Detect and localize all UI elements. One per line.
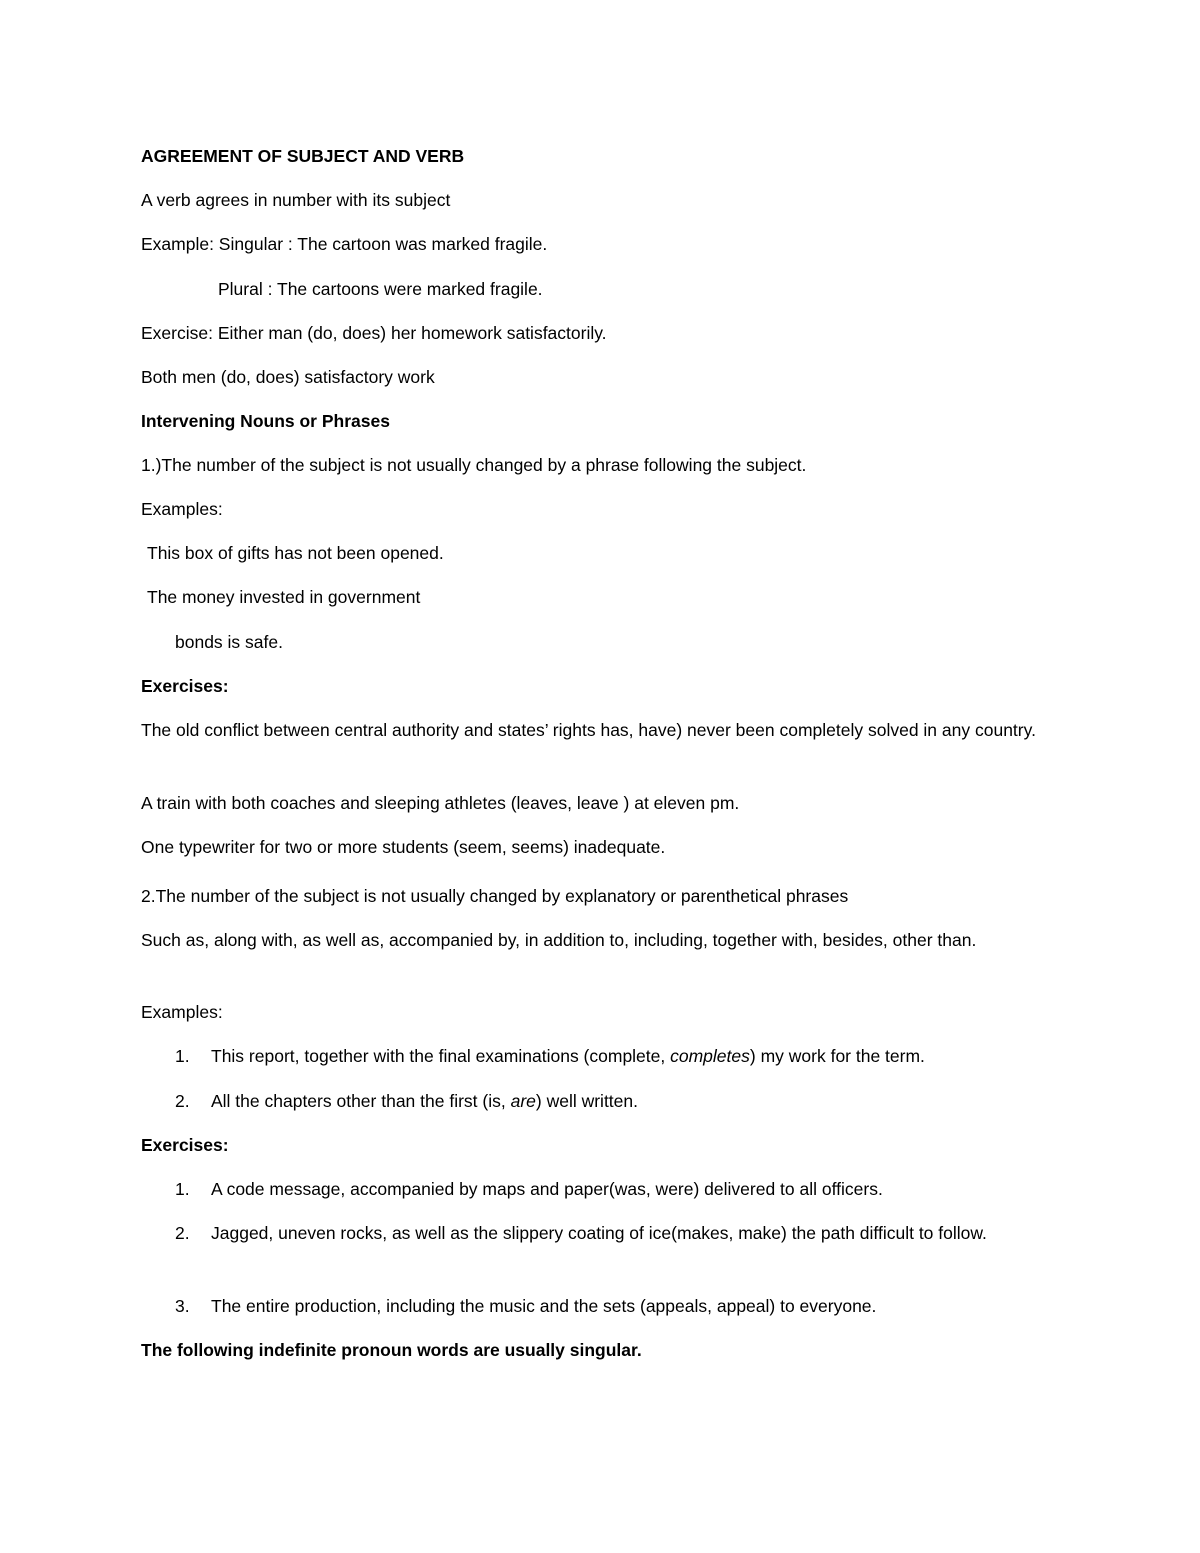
section-heading-intervening: Intervening Nouns or Phrases xyxy=(141,411,390,431)
list-item xyxy=(211,1087,1041,1115)
exercises-label-1: Exercises: xyxy=(141,676,229,696)
list-item-number: 1. xyxy=(175,1179,190,1199)
list-item-emphasis: completes xyxy=(670,1046,750,1066)
exercise-1a: The old conflict between central authority and states’ rights has, have) never been completely solved in any country. xyxy=(141,720,1036,740)
document-title: AGREEMENT OF SUBJECT AND VERB xyxy=(141,146,465,166)
example-singular: Example: Singular : The cartoon was marked fragile. xyxy=(141,234,548,254)
exercise-1c: One typewriter for two or more students (seem, seems) inadequate. xyxy=(141,837,666,857)
example-1a: This box of gifts has not been opened. xyxy=(147,543,444,563)
exercise-line-2: Both men (do, does) satisfactory work xyxy=(141,367,435,387)
example-plural: Plural : The cartoons were marked fragile. xyxy=(218,279,543,299)
example-1b-continued: bonds is safe. xyxy=(175,632,283,652)
list-item-number: 2. xyxy=(175,1091,190,1111)
list-item-number: 2. xyxy=(175,1223,190,1243)
example-1b: The money invested in government xyxy=(147,587,421,607)
list-item-number: 3. xyxy=(175,1296,190,1316)
exercise-1b: A train with both coaches and sleeping athletes (leaves, leave ) at eleven pm. xyxy=(141,793,740,813)
examples-label-1: Examples: xyxy=(141,499,223,519)
list-item-text: ) my work for the term. xyxy=(749,1046,925,1066)
rule-intro: A verb agrees in number with its subject xyxy=(141,190,451,210)
rule-2: 2.The number of the subject is not usually changed by explanatory or parenthetical phrases xyxy=(141,886,849,906)
list-item-number: 1. xyxy=(175,1046,190,1066)
list-item-emphasis: are xyxy=(510,1091,536,1111)
exercises-label-2: Exercises: xyxy=(141,1135,229,1155)
examples-label-2: Examples: xyxy=(141,1002,223,1022)
rule-1: 1.)The number of the subject is not usually changed by a phrase following the subject. xyxy=(141,455,807,475)
list-item xyxy=(211,1042,1041,1070)
list-item-text: ) well written. xyxy=(535,1091,638,1111)
list-item: A code message, accompanied by maps and paper(was, were) delivered to all officers. xyxy=(211,1179,883,1199)
closing-heading: The following indefinite pronoun words are usually singular. xyxy=(141,1340,642,1360)
exercise-line-1: Exercise: Either man (do, does) her homework satisfactorily. xyxy=(141,323,607,343)
list-item-text: This report, together with the final examinations (complete, xyxy=(211,1046,671,1066)
list-item-text: All the chapters other than the first (is, xyxy=(211,1091,511,1111)
list-item: Jagged, uneven rocks, as well as the slippery coating of ice(makes, make) the path difficult to follow. xyxy=(211,1223,987,1243)
rule-2-phrase-list: Such as, along with, as well as, accompanied by, in addition to, including, together with, besides, other than. xyxy=(141,930,977,950)
list-item: The entire production, including the music and the sets (appeals, appeal) to everyone. xyxy=(211,1296,877,1316)
